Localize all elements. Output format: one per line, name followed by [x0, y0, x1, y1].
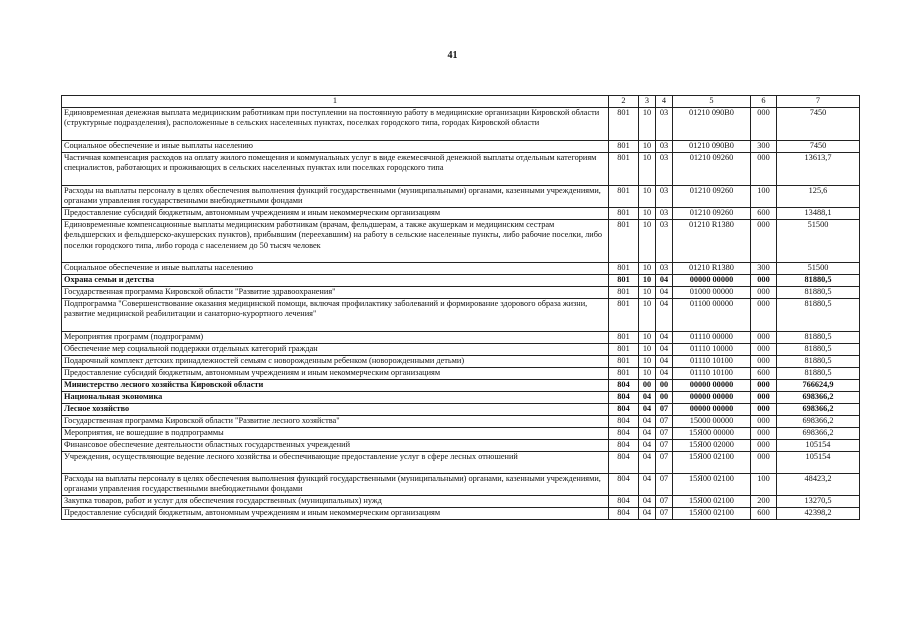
row-name-cell: Предоставление субсидий бюджетным, автономным учреждениям и иным некоммерческим организациям	[62, 368, 609, 380]
row-expense-type-cell: 000	[751, 392, 777, 404]
row-expense-type-cell: 000	[751, 428, 777, 440]
row-subsection-cell: 04	[656, 299, 673, 332]
row-amount-cell: 13613,7	[777, 153, 860, 186]
row-amount-cell: 81880,5	[777, 356, 860, 368]
table-row	[62, 474, 860, 496]
row-subsection-cell: 04	[656, 287, 673, 299]
table-row	[62, 404, 860, 416]
table-row	[62, 428, 860, 440]
row-expense-type-cell: 600	[751, 208, 777, 220]
row-amount-cell: 81880,5	[777, 275, 860, 287]
row-section-cell: 10	[639, 356, 656, 368]
page-number: 41	[447, 50, 458, 61]
row-target-cell: 01210 R1380	[673, 263, 751, 275]
row-section-cell: 04	[639, 508, 656, 520]
row-section-cell: 10	[639, 332, 656, 344]
row-section-cell: 10	[639, 299, 656, 332]
row-section-cell: 10	[639, 368, 656, 380]
row-subsection-cell: 03	[656, 186, 673, 208]
row-name-cell: Закупка товаров, работ и услуг для обеспечения государственных (муниципальных) нужд	[62, 496, 609, 508]
row-target-cell: 01100 00000	[673, 299, 751, 332]
table-row	[62, 356, 860, 368]
row-target-cell: 15000 00000	[673, 416, 751, 428]
row-section-cell: 10	[639, 344, 656, 356]
row-name-cell: Единовременная денежная выплата медицинским работникам при поступлении на постоянную работу в медицинские организации Кировской области (структурные подразделения), расположенные в сельских населенных пунктах, поселках городского типа, городах Кировской области	[62, 108, 609, 141]
row-code-cell: 804	[609, 508, 639, 520]
row-expense-type-cell: 000	[751, 153, 777, 186]
row-subsection-cell: 07	[656, 474, 673, 496]
row-subsection-cell: 07	[656, 452, 673, 474]
row-target-cell: 15Я00 02000	[673, 440, 751, 452]
row-target-cell: 00000 00000	[673, 392, 751, 404]
row-section-cell: 04	[639, 428, 656, 440]
row-target-cell: 00000 00000	[673, 275, 751, 287]
table-row	[62, 220, 860, 263]
row-expense-type-cell: 100	[751, 474, 777, 496]
row-section-cell: 10	[639, 141, 656, 153]
row-code-cell: 801	[609, 153, 639, 186]
row-amount-cell: 51500	[777, 263, 860, 275]
row-section-cell: 04	[639, 440, 656, 452]
row-name-cell: Предоставление субсидий бюджетным, автономным учреждениям и иным некоммерческим организациям	[62, 508, 609, 520]
row-subsection-cell: 07	[656, 428, 673, 440]
row-expense-type-cell: 300	[751, 141, 777, 153]
row-name-cell: Подпрограмма "Совершенствование оказания медицинской помощи, включая профилактику заболеваний и формирование здорового образа жизни, развитие медицинской реабилитации и санаторно-курортного лечения"	[62, 299, 609, 332]
row-name-cell: Национальная экономика	[62, 392, 609, 404]
row-code-cell: 804	[609, 392, 639, 404]
row-code-cell: 801	[609, 275, 639, 287]
row-code-cell: 801	[609, 344, 639, 356]
row-name-cell: Подарочный комплект детских принадлежностей семьям с новорожденным ребенком (новорожденными детьми)	[62, 356, 609, 368]
row-target-cell: 01000 00000	[673, 287, 751, 299]
row-expense-type-cell: 600	[751, 508, 777, 520]
row-code-cell: 804	[609, 440, 639, 452]
row-subsection-cell: 07	[656, 508, 673, 520]
row-section-cell: 04	[639, 392, 656, 404]
row-name-cell: Учреждения, осуществляющие ведение лесного хозяйства и обеспечивающие предоставление услуг в сфере лесных отношений	[62, 452, 609, 474]
table-row	[62, 108, 860, 141]
table-row	[62, 275, 860, 287]
row-amount-cell: 81880,5	[777, 287, 860, 299]
row-amount-cell: 81880,5	[777, 299, 860, 332]
row-target-cell: 01110 10100	[673, 368, 751, 380]
row-name-cell: Единовременные компенсационные выплаты медицинским работникам (врачам, фельдшерам, а также акушеркам и медицинским сестрам фельдшерских и фельдшерско-акушерских пунктов), прибывшим (переехавшим) на работу в сельские населенные пункты, либо рабочие поселки, либо поселки городского типа, либо города с населением до 50 тысяч человек	[62, 220, 609, 263]
row-amount-cell: 42398,2	[777, 508, 860, 520]
row-subsection-cell: 04	[656, 368, 673, 380]
row-subsection-cell: 07	[656, 496, 673, 508]
row-subsection-cell: 04	[656, 344, 673, 356]
row-name-cell: Министерство лесного хозяйства Кировской области	[62, 380, 609, 392]
table-row	[62, 344, 860, 356]
row-name-cell: Расходы на выплаты персоналу в целях обеспечения выполнения функций государственными (муниципальными) органами, казенными учреждениями, органами управления государственными внебюджетными фондами	[62, 474, 609, 496]
row-amount-cell: 7450	[777, 108, 860, 141]
table-row	[62, 392, 860, 404]
row-section-cell: 10	[639, 287, 656, 299]
row-code-cell: 801	[609, 208, 639, 220]
row-code-cell: 804	[609, 416, 639, 428]
row-code-cell: 801	[609, 356, 639, 368]
header-cell: 7	[777, 96, 860, 108]
row-amount-cell: 698366,2	[777, 392, 860, 404]
row-section-cell: 04	[639, 404, 656, 416]
row-subsection-cell: 03	[656, 220, 673, 263]
row-name-cell: Мероприятия программ (подпрограмм)	[62, 332, 609, 344]
row-expense-type-cell: 000	[751, 452, 777, 474]
row-amount-cell: 125,6	[777, 186, 860, 208]
table-row	[62, 496, 860, 508]
row-code-cell: 801	[609, 108, 639, 141]
table-row	[62, 141, 860, 153]
row-target-cell: 01210 090В0	[673, 141, 751, 153]
row-name-cell: Финансовое обеспечение деятельности областных государственных учреждений	[62, 440, 609, 452]
table-row	[62, 208, 860, 220]
row-name-cell: Частичная компенсация расходов на оплату жилого помещения и коммунальных услуг в виде ежемесячной денежной выплаты отдельным категориям специалистов, работающих и проживающих в сельских населенных пунктах или поселках городского типа	[62, 153, 609, 186]
table-row	[62, 452, 860, 474]
row-subsection-cell: 03	[656, 208, 673, 220]
row-section-cell: 04	[639, 496, 656, 508]
row-subsection-cell: 07	[656, 404, 673, 416]
table-row	[62, 440, 860, 452]
row-target-cell: 15Я00 00000	[673, 428, 751, 440]
row-expense-type-cell: 000	[751, 380, 777, 392]
row-amount-cell: 105154	[777, 452, 860, 474]
row-amount-cell: 51500	[777, 220, 860, 263]
row-code-cell: 801	[609, 186, 639, 208]
row-name-cell: Социальное обеспечение и иные выплаты населению	[62, 263, 609, 275]
row-name-cell: Мероприятия, не вошедшие в подпрограммы	[62, 428, 609, 440]
row-target-cell: 15Я00 02100	[673, 452, 751, 474]
row-target-cell: 15Я00 02100	[673, 508, 751, 520]
row-expense-type-cell: 000	[751, 299, 777, 332]
row-section-cell: 10	[639, 153, 656, 186]
row-expense-type-cell: 000	[751, 275, 777, 287]
row-target-cell: 15Я00 02100	[673, 474, 751, 496]
row-subsection-cell: 04	[656, 275, 673, 287]
row-expense-type-cell: 000	[751, 344, 777, 356]
row-amount-cell: 698366,2	[777, 428, 860, 440]
row-target-cell: 01110 00000	[673, 332, 751, 344]
row-section-cell: 04	[639, 452, 656, 474]
table-row	[62, 332, 860, 344]
budget-table	[61, 95, 860, 520]
row-section-cell: 10	[639, 186, 656, 208]
row-code-cell: 801	[609, 287, 639, 299]
header-cell: 5	[673, 96, 751, 108]
table-row	[62, 368, 860, 380]
row-subsection-cell: 04	[656, 332, 673, 344]
row-target-cell: 01110 10000	[673, 344, 751, 356]
row-amount-cell: 766624,9	[777, 380, 860, 392]
table-header-row	[62, 96, 860, 108]
row-target-cell: 01210 09260	[673, 153, 751, 186]
row-target-cell: 01110 10100	[673, 356, 751, 368]
row-subsection-cell: 03	[656, 108, 673, 141]
row-section-cell: 04	[639, 474, 656, 496]
row-code-cell: 804	[609, 428, 639, 440]
row-code-cell: 801	[609, 332, 639, 344]
header-cell: 1	[62, 96, 609, 108]
row-code-cell: 804	[609, 474, 639, 496]
row-expense-type-cell: 300	[751, 263, 777, 275]
row-expense-type-cell: 100	[751, 186, 777, 208]
row-section-cell: 10	[639, 108, 656, 141]
row-target-cell: 15Я00 02100	[673, 496, 751, 508]
row-code-cell: 804	[609, 404, 639, 416]
row-name-cell: Обеспечение мер социальной поддержки отдельных категорий граждан	[62, 344, 609, 356]
row-expense-type-cell: 000	[751, 404, 777, 416]
table-row	[62, 153, 860, 186]
table-row	[62, 508, 860, 520]
row-expense-type-cell: 000	[751, 332, 777, 344]
row-name-cell: Охрана семьи и детства	[62, 275, 609, 287]
header-cell: 6	[751, 96, 777, 108]
row-code-cell: 801	[609, 299, 639, 332]
row-subsection-cell: 04	[656, 356, 673, 368]
row-section-cell: 10	[639, 208, 656, 220]
row-section-cell: 10	[639, 220, 656, 263]
row-section-cell: 10	[639, 275, 656, 287]
row-expense-type-cell: 000	[751, 440, 777, 452]
row-name-cell: Государственная программа Кировской области "Развитие лесного хозяйства"	[62, 416, 609, 428]
row-expense-type-cell: 000	[751, 416, 777, 428]
table-body	[62, 96, 860, 520]
row-target-cell: 01210 09260	[673, 208, 751, 220]
row-amount-cell: 13488,1	[777, 208, 860, 220]
row-amount-cell: 48423,2	[777, 474, 860, 496]
row-target-cell: 01210 09260	[673, 186, 751, 208]
row-subsection-cell: 00	[656, 392, 673, 404]
table-row	[62, 287, 860, 299]
row-expense-type-cell: 000	[751, 287, 777, 299]
row-code-cell: 804	[609, 380, 639, 392]
row-code-cell: 804	[609, 452, 639, 474]
row-code-cell: 804	[609, 496, 639, 508]
row-amount-cell: 81880,5	[777, 344, 860, 356]
row-expense-type-cell: 600	[751, 368, 777, 380]
header-cell: 3	[639, 96, 656, 108]
row-code-cell: 801	[609, 141, 639, 153]
row-name-cell: Государственная программа Кировской области "Развитие здравоохранения"	[62, 287, 609, 299]
row-subsection-cell: 03	[656, 153, 673, 186]
row-amount-cell: 81880,5	[777, 368, 860, 380]
row-amount-cell: 7450	[777, 141, 860, 153]
row-name-cell: Предоставление субсидий бюджетным, автономным учреждениям и иным некоммерческим организациям	[62, 208, 609, 220]
row-amount-cell: 698366,2	[777, 416, 860, 428]
table-row	[62, 263, 860, 275]
row-target-cell: 01210 R1380	[673, 220, 751, 263]
table-row	[62, 416, 860, 428]
header-cell: 4	[656, 96, 673, 108]
row-target-cell: 01210 090В0	[673, 108, 751, 141]
table-row	[62, 299, 860, 332]
row-subsection-cell: 00	[656, 380, 673, 392]
row-subsection-cell: 07	[656, 440, 673, 452]
row-subsection-cell: 03	[656, 141, 673, 153]
row-subsection-cell: 07	[656, 416, 673, 428]
row-expense-type-cell: 000	[751, 220, 777, 263]
row-expense-type-cell: 200	[751, 496, 777, 508]
header-cell: 2	[609, 96, 639, 108]
row-code-cell: 801	[609, 263, 639, 275]
row-target-cell: 00000 00000	[673, 380, 751, 392]
row-amount-cell: 81880,5	[777, 332, 860, 344]
row-name-cell: Социальное обеспечение и иные выплаты населению	[62, 141, 609, 153]
row-code-cell: 801	[609, 220, 639, 263]
row-section-cell: 04	[639, 416, 656, 428]
row-section-cell: 10	[639, 263, 656, 275]
row-amount-cell: 105154	[777, 440, 860, 452]
row-amount-cell: 698366,2	[777, 404, 860, 416]
budget-table-container	[61, 95, 859, 520]
table-row	[62, 186, 860, 208]
row-section-cell: 00	[639, 380, 656, 392]
row-code-cell: 801	[609, 368, 639, 380]
table-row	[62, 380, 860, 392]
row-subsection-cell: 03	[656, 263, 673, 275]
row-name-cell: Расходы на выплаты персоналу в целях обеспечения выполнения функций государственными (муниципальными) органами, казенными учреждениями, органами управления государственными внебюджетными фондами	[62, 186, 609, 208]
row-expense-type-cell: 000	[751, 108, 777, 141]
row-name-cell: Лесное хозяйство	[62, 404, 609, 416]
row-amount-cell: 13270,5	[777, 496, 860, 508]
row-target-cell: 00000 00000	[673, 404, 751, 416]
row-expense-type-cell: 000	[751, 356, 777, 368]
